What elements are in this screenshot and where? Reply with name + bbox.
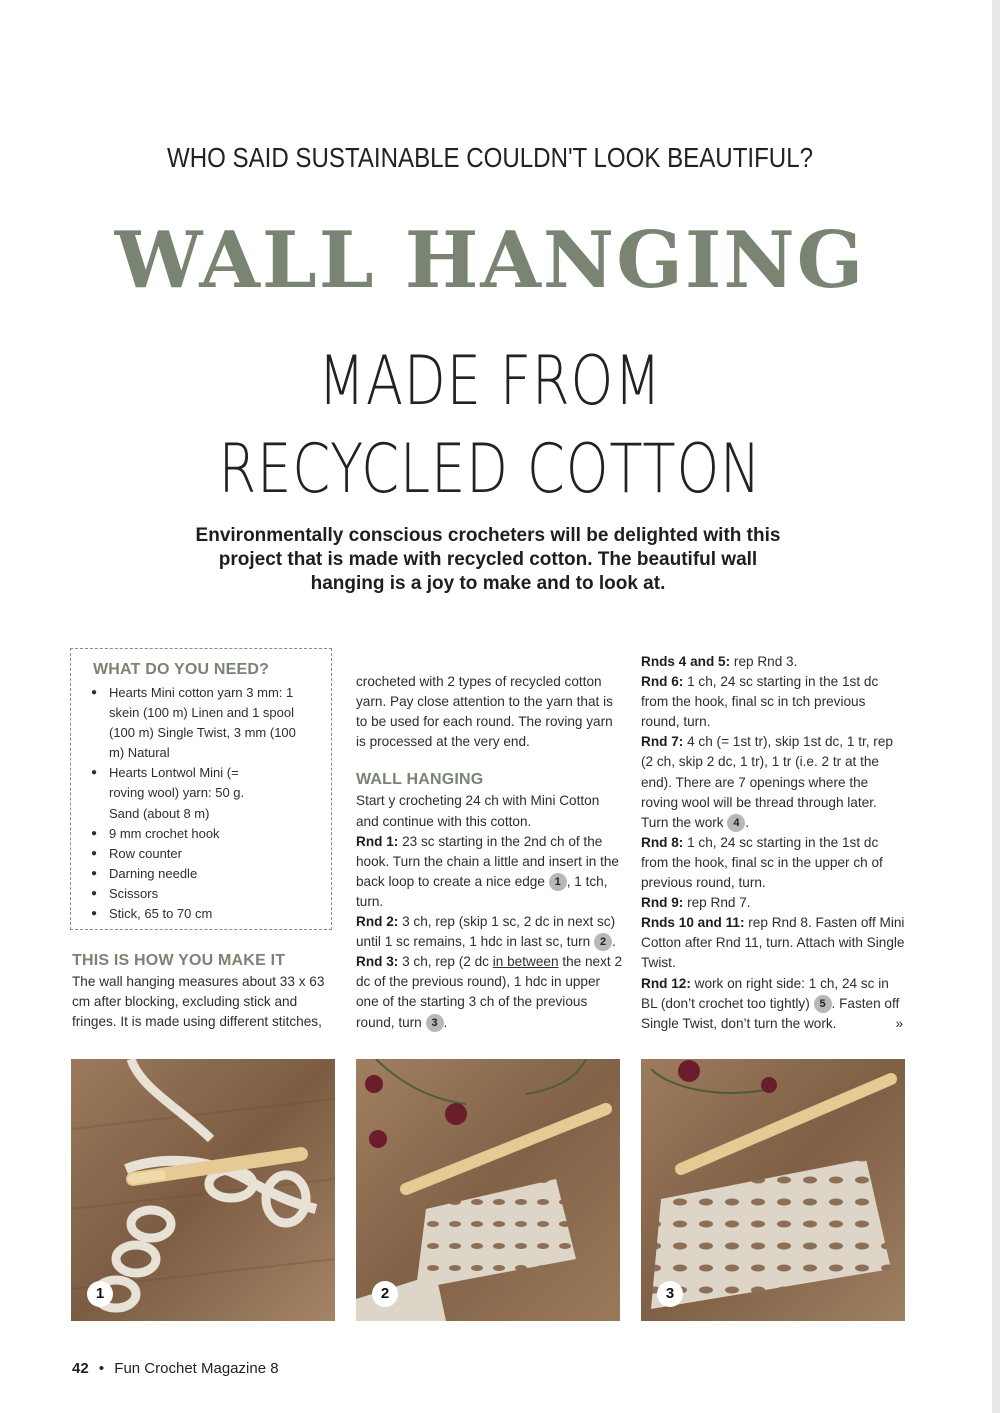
rnd-label: Rnd 2: xyxy=(356,914,399,930)
rnd-label: Rnd 8: xyxy=(641,834,684,850)
rnd-text: 23 sc starting in the 2nd ch of the hook. Turn the chain a little and insert in the back loop to create a nice edge xyxy=(356,833,619,889)
materials-heading: WHAT DO YOU NEED? xyxy=(93,661,270,678)
rnd-label: Rnd 3: xyxy=(356,954,399,970)
rnd-label: Rnd 6: xyxy=(641,674,684,690)
rnd-text: rep Rnd 3. xyxy=(733,654,798,669)
step-badge: 4 xyxy=(727,814,745,832)
rnd-4-5 xyxy=(641,652,907,672)
list-item: ● Stick, 65 to 70 cm xyxy=(91,904,309,924)
photo-badge: 3 xyxy=(657,1281,683,1307)
howto-heading: THIS IS HOW YOU MAKE IT xyxy=(72,952,286,969)
page-number: 42 xyxy=(72,1360,89,1377)
materials-list xyxy=(91,683,309,924)
step-badge: 3 xyxy=(426,1014,444,1032)
rnd-3 xyxy=(356,952,624,1032)
pattern-heading: WALL HANGING xyxy=(356,771,484,789)
rnd-text: . xyxy=(612,934,616,950)
rnd-8 xyxy=(641,833,907,893)
rnd-12 xyxy=(641,974,907,1034)
howto-text: The wall hanging measures about 33 x 63 cm after blocking, excluding stick and fringes. It is made using different stitches, xyxy=(72,974,325,1030)
rnd-text: 3 ch, rep (2 dc xyxy=(402,954,489,970)
rnd-text: , 1 tch, turn. xyxy=(356,873,608,909)
rnd-label: Rnd 7: xyxy=(641,734,684,750)
step-badge: 1 xyxy=(549,873,567,891)
photo-2 xyxy=(356,1059,620,1321)
howto-section xyxy=(72,951,336,1032)
materials-box xyxy=(70,648,332,930)
list-item: ● Scissors xyxy=(91,884,309,904)
chain-stitch-photo-icon xyxy=(71,1059,335,1321)
subtitle-line-2: RECYCLED COTTON xyxy=(218,430,762,509)
list-item: ● Darning needle xyxy=(91,864,309,884)
rnd-label: Rnd 1: xyxy=(356,833,399,849)
step-badge: 2 xyxy=(594,933,612,951)
continue-arrow: » xyxy=(895,1015,903,1031)
rnd-label: Rnds 10 and 11: xyxy=(641,915,745,931)
rnd-6 xyxy=(641,672,907,732)
page-title: WALL HANGING xyxy=(114,215,866,306)
step-badge: 5 xyxy=(814,995,832,1013)
rnd-label: Rnd 12: xyxy=(641,975,691,991)
rnd-label: Rnds 4 and 5: xyxy=(641,654,731,669)
rnd-text: rep Rnd 7. xyxy=(687,895,751,911)
lead-paragraph: Environmentally conscious crocheters will be delighted with this project that is made with recycled cotton. The beautiful wall hanging is a joy to make and to look at. xyxy=(195,525,781,594)
rnd-text: 3 ch, rep (skip 1 sc, 2 dc in next sc) until 1 sc remains, 1 hdc in last sc, turn xyxy=(356,914,616,950)
pattern-intro: Start y crocheting 24 ch with Mini Cotton and continue with this cotton. xyxy=(356,793,600,829)
kicker: WHO SAID SUSTAINABLE COULDN'T LOOK BEAUTIFUL? xyxy=(167,142,813,173)
magazine-name: Fun Crochet Magazine 8 xyxy=(114,1360,279,1377)
rnd-text: 1 ch, 24 sc starting in the 1st dc from the hook, final sc in the upper ch of previous round, turn. xyxy=(641,834,883,891)
rnd-7 xyxy=(641,732,907,832)
subtitle-line-1: MADE FROM xyxy=(318,342,662,421)
page-edge xyxy=(992,0,1000,1413)
rnd-10-11 xyxy=(641,913,907,973)
rnd-1 xyxy=(356,832,624,912)
list-item: ● Hearts Lontwol Mini (= roving wool) yarn: 50 g. Sand (about 8 m) xyxy=(91,763,274,823)
list-item: ● Row counter xyxy=(91,844,309,864)
photo-3 xyxy=(641,1059,905,1321)
page-footer xyxy=(72,1360,279,1377)
rnd-label: Rnd 9: xyxy=(641,895,684,911)
crochet-swatch-photo-icon xyxy=(356,1059,620,1321)
howto-continued: crocheted with 2 types of recycled cotton yarn. Pay close attention to the yarn that is to be used for each round. The roving yarn is processed at the very end. xyxy=(356,674,613,750)
rnd-text: 4 ch (= 1st tr), skip 1st dc, 1 tr, rep (2 ch, skip 2 dc, 1 tr), 1 tr (i.e. 2 tr at the end). There are 7 openings where the roving wool will be thread through later. Turn the work xyxy=(641,734,893,830)
list-item: ● 9 mm crochet hook xyxy=(91,824,309,844)
rnd-text: the next 2 dc of the previous round), 1 hdc in upper one of the starting 3 ch of the previous round, turn xyxy=(356,954,623,1030)
rnd-text: . xyxy=(443,1014,448,1030)
photo-1 xyxy=(71,1059,335,1321)
crochet-swatch-photo-icon xyxy=(641,1059,905,1321)
rnd-text: 1 ch, 24 sc starting in the 1st dc from the hook, final sc in tch previous round, turn. xyxy=(641,674,879,730)
footer-separator: • xyxy=(98,1360,105,1377)
rnd-9 xyxy=(641,893,907,913)
rnd-text: rep Rnd 8. Fasten off Mini Cotton after Rnd 11, turn. Attach with Single Twist. xyxy=(641,915,905,971)
column-3 xyxy=(641,652,907,1034)
rnd-text: work on right side: 1 ch, 24 sc in BL (don’t crochet too tightly) xyxy=(641,975,889,1011)
rnd-text: . Fasten off Single Twist, don’t turn the work. xyxy=(641,995,900,1031)
column-2 xyxy=(356,672,624,1033)
rnd-text: . xyxy=(745,814,750,830)
rnd-2 xyxy=(356,912,624,952)
rnd-underlined-text: in between xyxy=(492,954,559,970)
photo-badge: 2 xyxy=(372,1281,398,1307)
list-item: ● Hearts Mini cotton yarn 3 mm: 1 skein (100 m) Linen and 1 spool (100 m) Single Twist, 3 mm (100 m) Natural xyxy=(91,683,309,763)
photo-badge: 1 xyxy=(87,1281,113,1307)
